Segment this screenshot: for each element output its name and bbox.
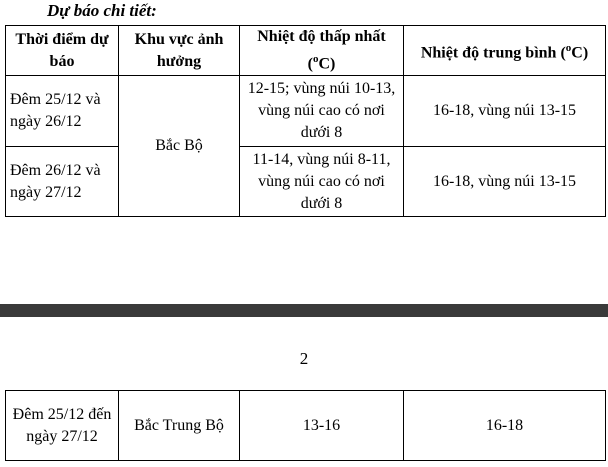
- forecast-table-continued: [5, 390, 606, 461]
- page-number: 2: [299, 349, 309, 368]
- cell-min-temp: 12-15; vùng núi 10-13, vùng núi cao có nơi dưới 8: [240, 76, 404, 147]
- page-break-band: [0, 304, 608, 317]
- cell-avg-temp: 16-18, vùng núi 13-15: [404, 76, 606, 147]
- forecast-table: [5, 25, 606, 217]
- cell-time: Đêm 25/12 và ngày 26/12: [6, 76, 119, 147]
- cell-time: Đêm 26/12 và ngày 27/12: [6, 147, 119, 217]
- cell-region: Bắc Trung Bộ: [119, 391, 240, 461]
- header-min-temp: Nhiệt độ thấp nhất ($^o$C): [240, 26, 404, 76]
- cell-region: Bắc Bộ: [119, 76, 240, 217]
- cell-avg-temp: 16-18: [404, 391, 606, 461]
- table-row: [6, 391, 606, 461]
- cell-min-temp: 11-14, vùng núi 8-11, vùng núi cao có nơi dưới 8: [240, 147, 404, 217]
- header-time: Thời điểm dự báo: [6, 26, 119, 76]
- table-row: [6, 147, 606, 217]
- cell-avg-temp: 16-18, vùng núi 13-15: [404, 147, 606, 217]
- header-avg-temp: Nhiệt độ trung bình ($^o$C): [404, 26, 606, 76]
- cell-time: Đêm 25/12 đến ngày 27/12: [6, 391, 119, 461]
- section-heading: Dự báo chi tiết:: [47, 1, 157, 20]
- cell-min-temp: 13-16: [240, 391, 404, 461]
- table-header-row: [6, 26, 606, 76]
- table-row: [6, 76, 606, 147]
- header-region: Khu vực ảnh hưởng: [119, 26, 240, 76]
